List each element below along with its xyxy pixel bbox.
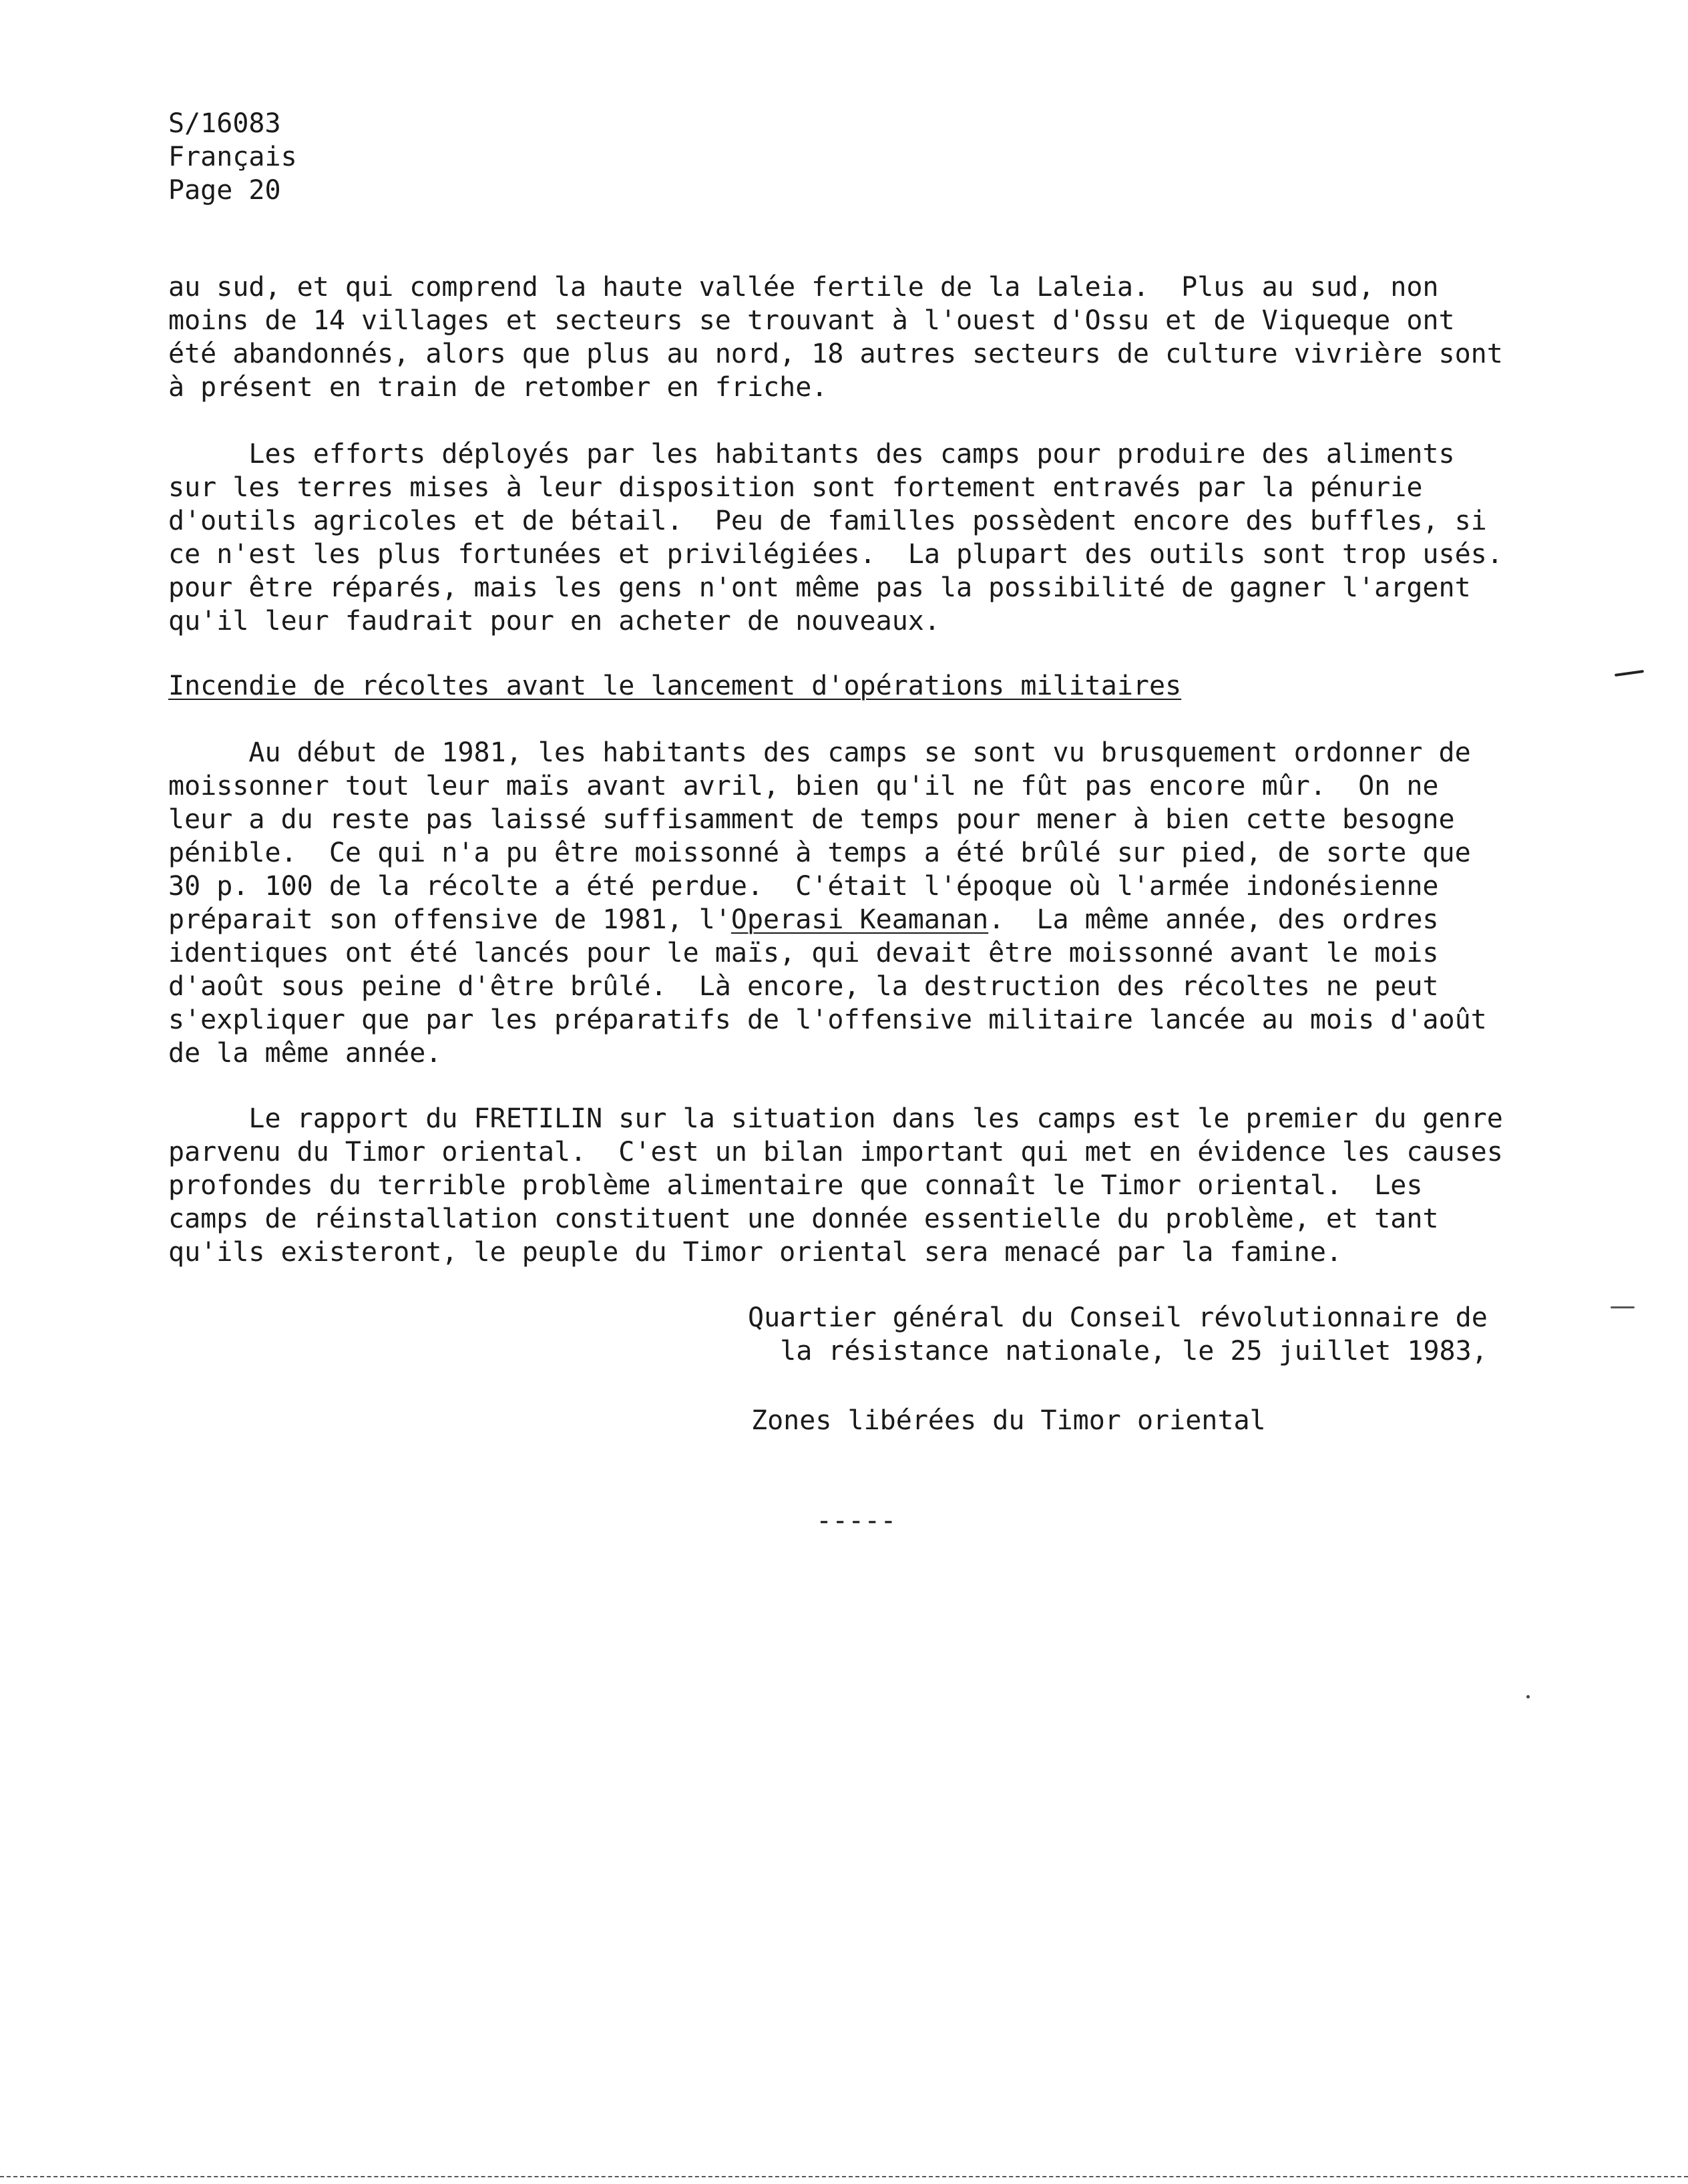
- text-line: identiques ont été lancés pour le maïs, qui devait être moissonné avant le mois: [168, 938, 1439, 968]
- text-line: pour être réparés, mais les gens n'ont même pas la possibilité de gagner l'argent: [168, 572, 1471, 603]
- text-line: parvenu du Timor oriental. C'est un bilan important qui met en évidence les causes: [168, 1137, 1503, 1167]
- text-line: qu'il leur faudrait pour en acheter de nouveaux.: [168, 606, 940, 636]
- paragraph-3: [168, 736, 1550, 1070]
- text-line: qu'ils existeront, le peuple du Timor oriental sera menacé par la famine.: [168, 1237, 1342, 1268]
- text-line: au sud, et qui comprend la haute vallée fertile de la Laleia. Plus au sud, non: [168, 272, 1439, 303]
- document-symbol: S/16083: [168, 108, 281, 139]
- document-language: Français: [168, 142, 297, 172]
- text-line: moissonner tout leur maïs avant avril, bien qu'il ne fût pas encore mûr. On ne: [168, 771, 1439, 801]
- text-line: Au début de 1981, les habitants des camps se sont vu brusquement ordonner de: [168, 737, 1471, 768]
- text-line: été abandonnés, alors que plus au nord, 18 autres secteurs de culture vivrière sont: [168, 339, 1503, 369]
- text-line: Les efforts déployés par les habitants des camps pour produire des aliments: [168, 439, 1455, 470]
- page-number: Page 20: [168, 175, 281, 206]
- text-line: d'outils agricoles et de bétail. Peu de familles possèdent encore des buffles, si: [168, 506, 1487, 536]
- text-line: pénible. Ce qui n'a pu être moissonné à temps a été brûlé sur pied, de sorte que: [168, 838, 1471, 868]
- signature-line: la résistance nationale, le 25 juillet 1983,: [748, 1336, 1488, 1367]
- margin-scan-mark: [1611, 1306, 1635, 1308]
- scan-speck: [1526, 1695, 1530, 1698]
- signature-place: Zones libérées du Timor oriental: [751, 1405, 1266, 1436]
- page-bottom-edge: [0, 2176, 1688, 2177]
- signature-block: [748, 1301, 1549, 1368]
- text-line: moins de 14 villages et secteurs se trouvant à l'ouest d'Ossu et de Viqueque ont: [168, 305, 1455, 336]
- end-of-document-mark: -----: [816, 1505, 897, 1536]
- text-line: leur a du reste pas laissé suffisamment de temps pour mener à bien cette besogne: [168, 804, 1455, 835]
- text-line: ce n'est les plus fortunées et privilégiées. La plupart des outils sont trop usés.: [168, 539, 1503, 570]
- text-line: sur les terres mises à leur disposition sont fortement entravés par la pénurie: [168, 472, 1423, 503]
- text-line: Le rapport du FRETILIN sur la situation dans les camps est le premier du genre: [168, 1103, 1503, 1134]
- text-line: de la même année.: [168, 1038, 442, 1069]
- text-line: à présent en train de retomber en friche.: [168, 372, 828, 403]
- operation-line-prefix: préparait son offensive de 1981, l': [168, 904, 731, 935]
- text-line: s'expliquer que par les préparatifs de l'offensive militaire lancée au mois d'août: [168, 1005, 1487, 1035]
- text-line: camps de réinstallation constituent une donnée essentielle du problème, et tant: [168, 1204, 1439, 1234]
- text-line: 30 p. 100 de la récolte a été perdue. C'était l'époque où l'armée indonésienne: [168, 871, 1439, 902]
- operation-line-suffix: . La même année, des ordres: [988, 904, 1439, 935]
- text-line: d'août sous peine d'être brûlé. Là encore, la destruction des récoltes ne peut: [168, 971, 1439, 1002]
- margin-scan-mark: [1615, 670, 1644, 677]
- text-line: profondes du terrible problème alimentaire que connaît le Timor oriental. Les: [168, 1170, 1423, 1201]
- paragraph-4: [168, 1102, 1550, 1269]
- section-heading: Incendie de récoltes avant le lancement d'opérations militaires: [168, 671, 1182, 701]
- paragraph-2: [168, 437, 1550, 638]
- text-line-operation: [168, 903, 1550, 936]
- document-header: [168, 107, 569, 207]
- operation-name: Operasi Keamanan: [730, 904, 989, 935]
- signature-line: Quartier général du Conseil révolutionnaire de: [748, 1302, 1488, 1333]
- paragraph-1: [168, 270, 1550, 404]
